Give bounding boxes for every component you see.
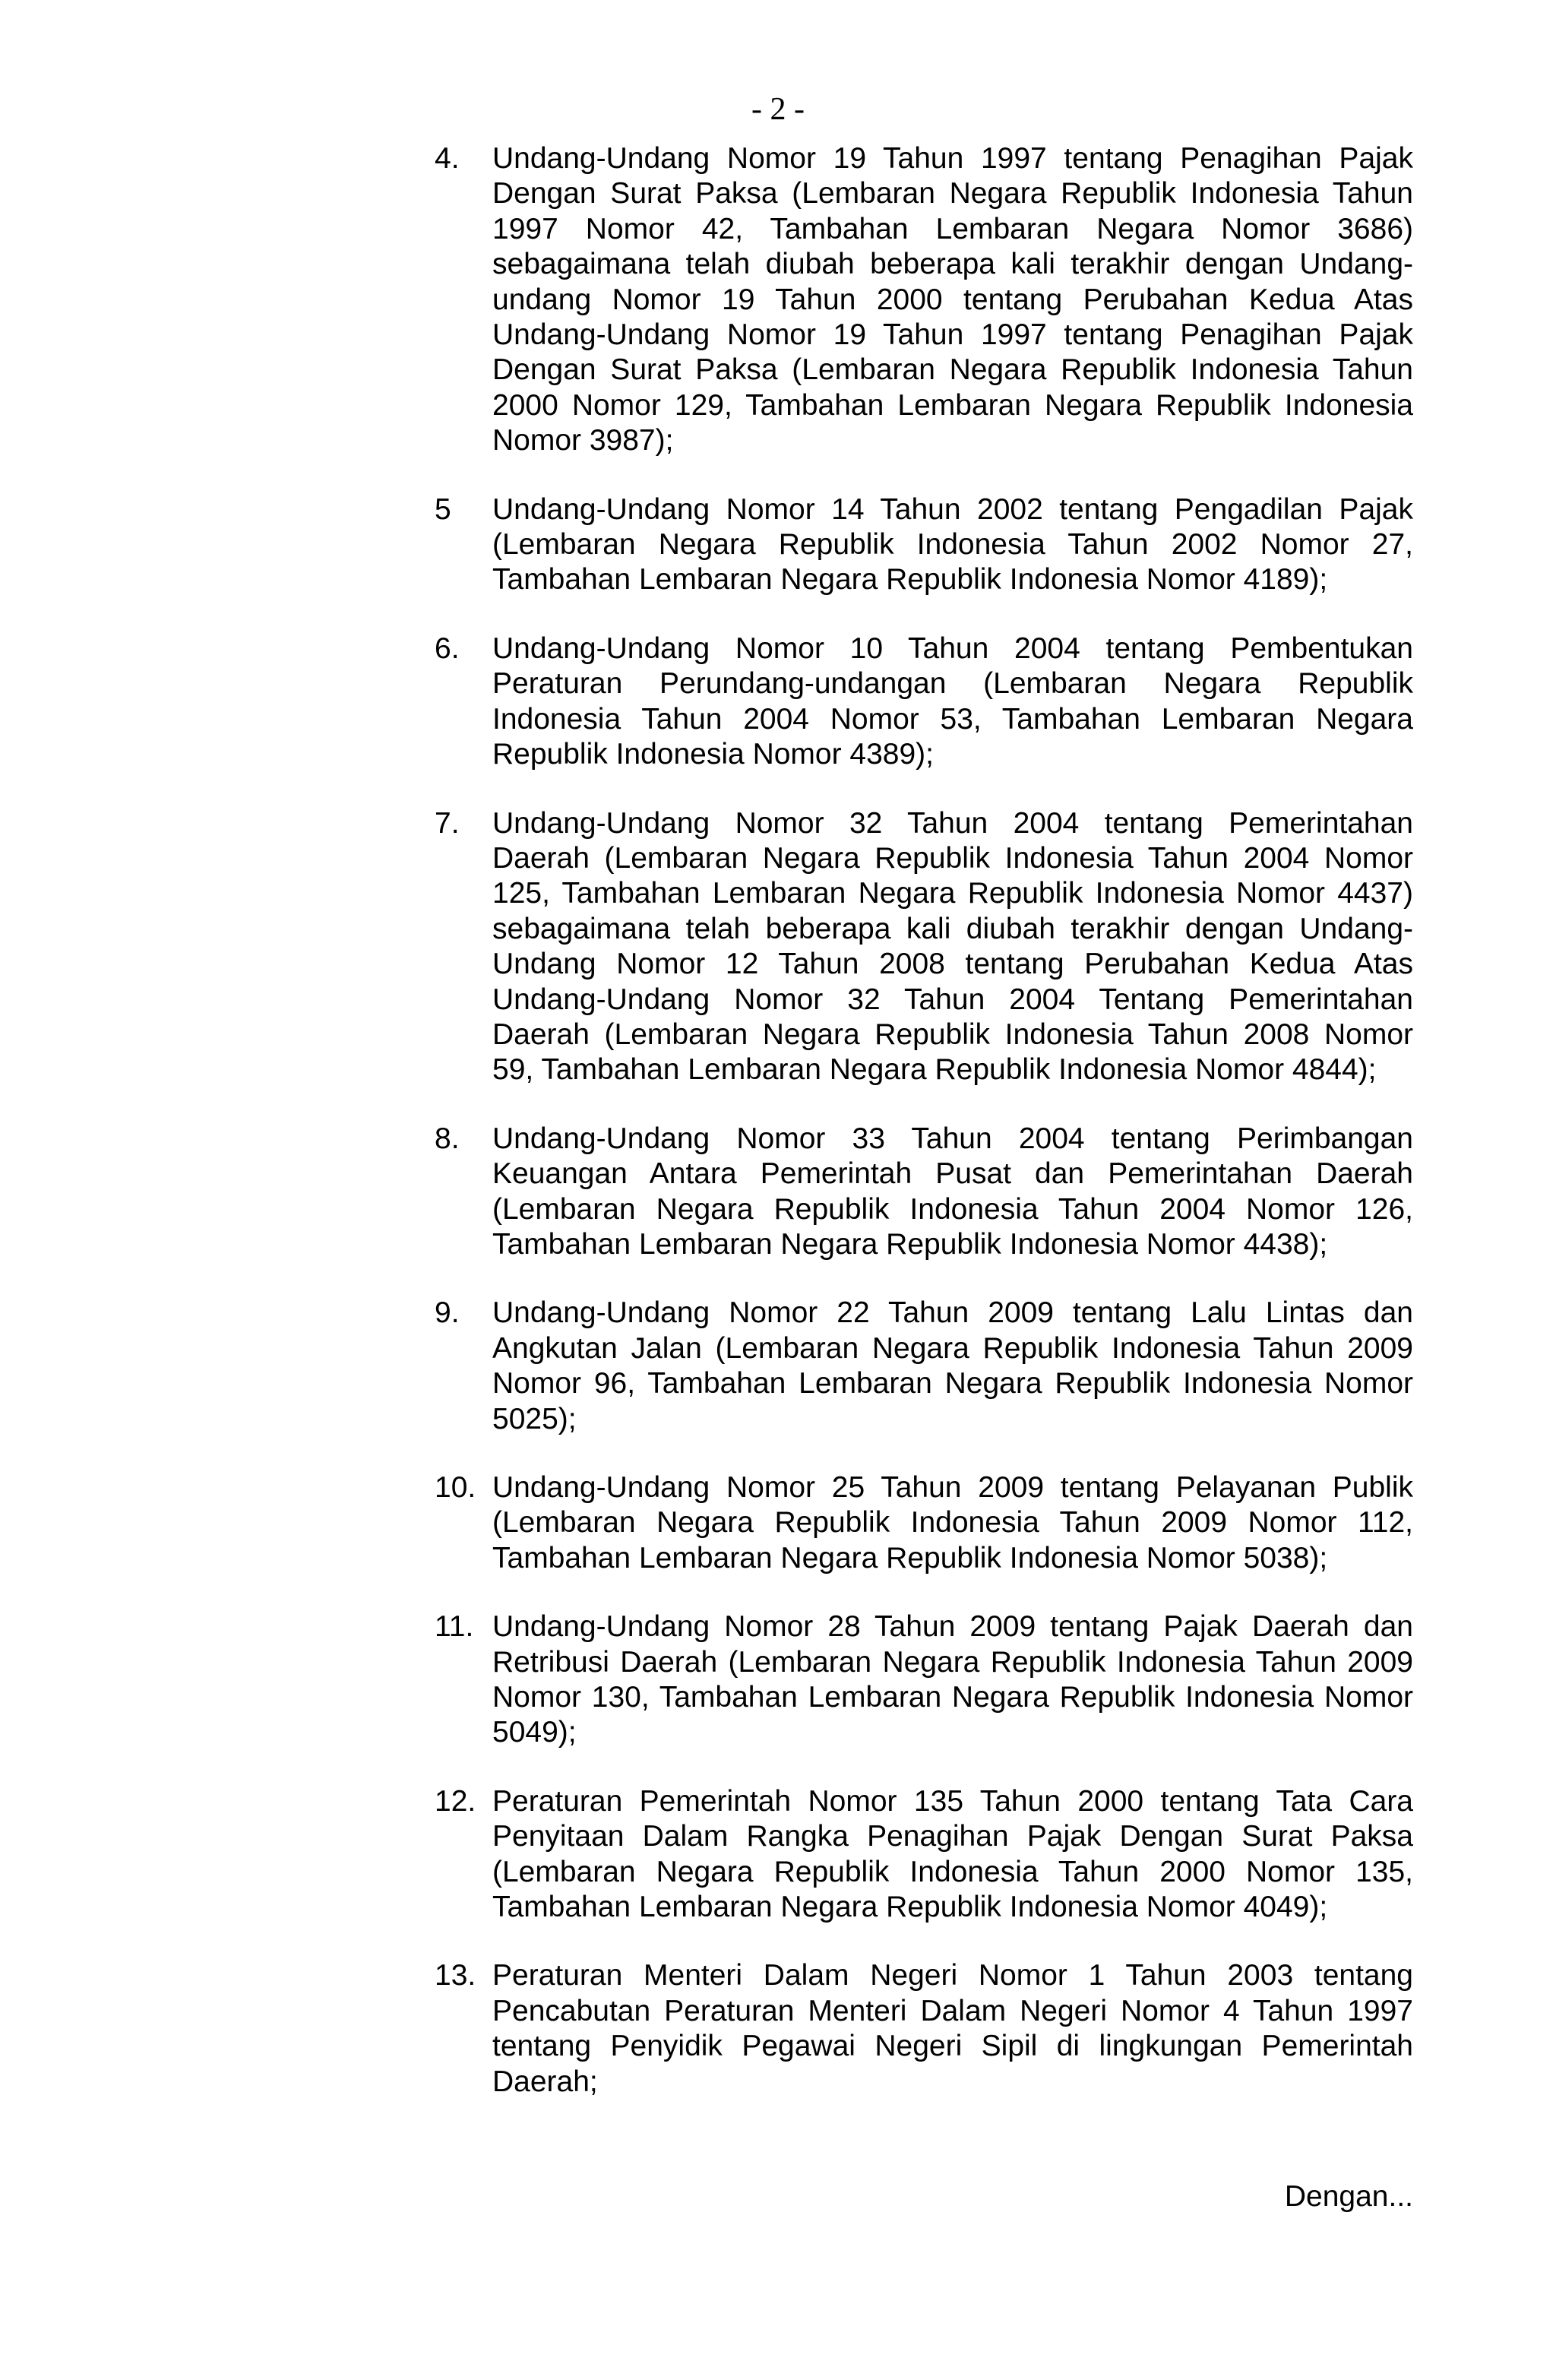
list-item (435, 1784, 1413, 1926)
list-item (435, 1296, 1413, 1437)
item-text: Undang-Undang Nomor 22 Tahun 2009 tentang Lalu Lintas dan Angkutan Jalan (Lembaran Negara Republik Indonesia Tahun 2009 Nomor 96, Tambahan Lembaran Negara Republik Indonesia Nomor 5025); (492, 1296, 1413, 1435)
page-continuation-text: Dengan... (1284, 2180, 1413, 2213)
list-item (435, 631, 1413, 773)
list-item (435, 492, 1413, 598)
item-number: 6. (435, 631, 460, 665)
item-text: Undang-Undang Nomor 19 Tahun 1997 tentang Penagihan Pajak Dengan Surat Paksa (Lembaran Negara Republik Indonesia Tahun 1997 Nomor 42, Tambahan Lembaran Negara Nomor 3686) sebagaimana telah diubah beberapa kali terakhir dengan Undang-undang Nomor 19 Tahun 2000 tentang Perubahan Kedua Atas Undang-Undang Nomor 19 Tahun 1997 tentang Penagihan Pajak Dengan Surat Paksa (Lembaran Negara Republik Indonesia Tahun 2000 Nomor 129, Tambahan Lembaran Negara Republik Indonesia Nomor 3987); (492, 142, 1413, 457)
item-text: Undang-Undang Nomor 28 Tahun 2009 tentang Pajak Daerah dan Retribusi Daerah (Lembaran Negara Republik Indonesia Tahun 2009 Nomor 130, Tambahan Lembaran Negara Republik Indonesia Nomor 5049); (492, 1610, 1413, 1749)
item-number: 12. (435, 1784, 476, 1818)
item-number: 4. (435, 142, 460, 175)
list-item (435, 141, 1413, 459)
item-text: Undang-Undang Nomor 10 Tahun 2004 tentang Pembentukan Peraturan Perundang-undangan (Lembaran Negara Republik Indonesia Tahun 2004 Nomor 53, Tambahan Lembaran Negara Republik Indonesia Nomor 4389); (492, 631, 1413, 771)
item-text: Peraturan Pemerintah Nomor 135 Tahun 2000 tentang Tata Cara Penyitaan Dalam Rangka Penagihan Pajak Dengan Surat Paksa (Lembaran Negara Republik Indonesia Tahun 2000 Nomor 135, Tambahan Lembaran Negara Republik Indonesia Nomor 4049); (492, 1784, 1413, 1924)
item-text: Undang-Undang Nomor 14 Tahun 2002 tentang Pengadilan Pajak (Lembaran Negara Republik Indonesia Tahun 2002 Nomor 27, Tambahan Lembaran Negara Republik Indonesia Nomor 4189); (492, 492, 1413, 597)
list-item (435, 1609, 1413, 1751)
item-text: Undang-Undang Nomor 32 Tahun 2004 tentang Pemerintahan Daerah (Lembaran Negara Republik Indonesia Tahun 2004 Nomor 125, Tambahan Lembaran Negara Republik Indonesia Nomor 4437) sebagaimana telah beberapa kali diubah terakhir dengan Undang-Undang Nomor 12 Tahun 2008 tentang Perubahan Kedua Atas Undang-Undang Nomor 32 Tahun 2004 Tentang Pemerintahan Daerah (Lembaran Negara Republik Indonesia Tahun 2008 Nomor 59, Tambahan Lembaran Negara Republik Indonesia Nomor 4844); (492, 806, 1413, 1087)
list-item (435, 1958, 1413, 2100)
item-number: 7. (435, 806, 460, 840)
item-number: 8. (435, 1122, 460, 1155)
list-item (435, 806, 1413, 1088)
item-number: 9. (435, 1296, 460, 1330)
page-number: - 2 - (751, 92, 805, 127)
item-text: Undang-Undang Nomor 33 Tahun 2004 tentang Perimbangan Keuangan Antara Pemerintah Pusat dan Pemerintahan Daerah (Lembaran Negara Republik Indonesia Tahun 2004 Nomor 126, Tambahan Lembaran Negara Republik Indonesia Nomor 4438); (492, 1122, 1413, 1261)
legal-basis-list (435, 141, 1413, 2133)
item-number: 10. (435, 1471, 476, 1504)
item-number: 5 (435, 492, 451, 526)
item-number: 11. (435, 1610, 474, 1644)
list-item (435, 1122, 1413, 1263)
item-number: 13. (435, 1959, 476, 1992)
item-text: Peraturan Menteri Dalam Negeri Nomor 1 Tahun 2003 tentang Pencabutan Peraturan Menteri Dalam Negeri Nomor 4 Tahun 1997 tentang Penyidik Pegawai Negeri Sipil di lingkungan Pemerintah Daerah; (492, 1959, 1413, 2098)
list-item (435, 1470, 1413, 1576)
item-text: Undang-Undang Nomor 25 Tahun 2009 tentang Pelayanan Publik (Lembaran Negara Republik Indonesia Tahun 2009 Nomor 112, Tambahan Lembaran Negara Republik Indonesia Nomor 5038); (492, 1471, 1413, 1575)
